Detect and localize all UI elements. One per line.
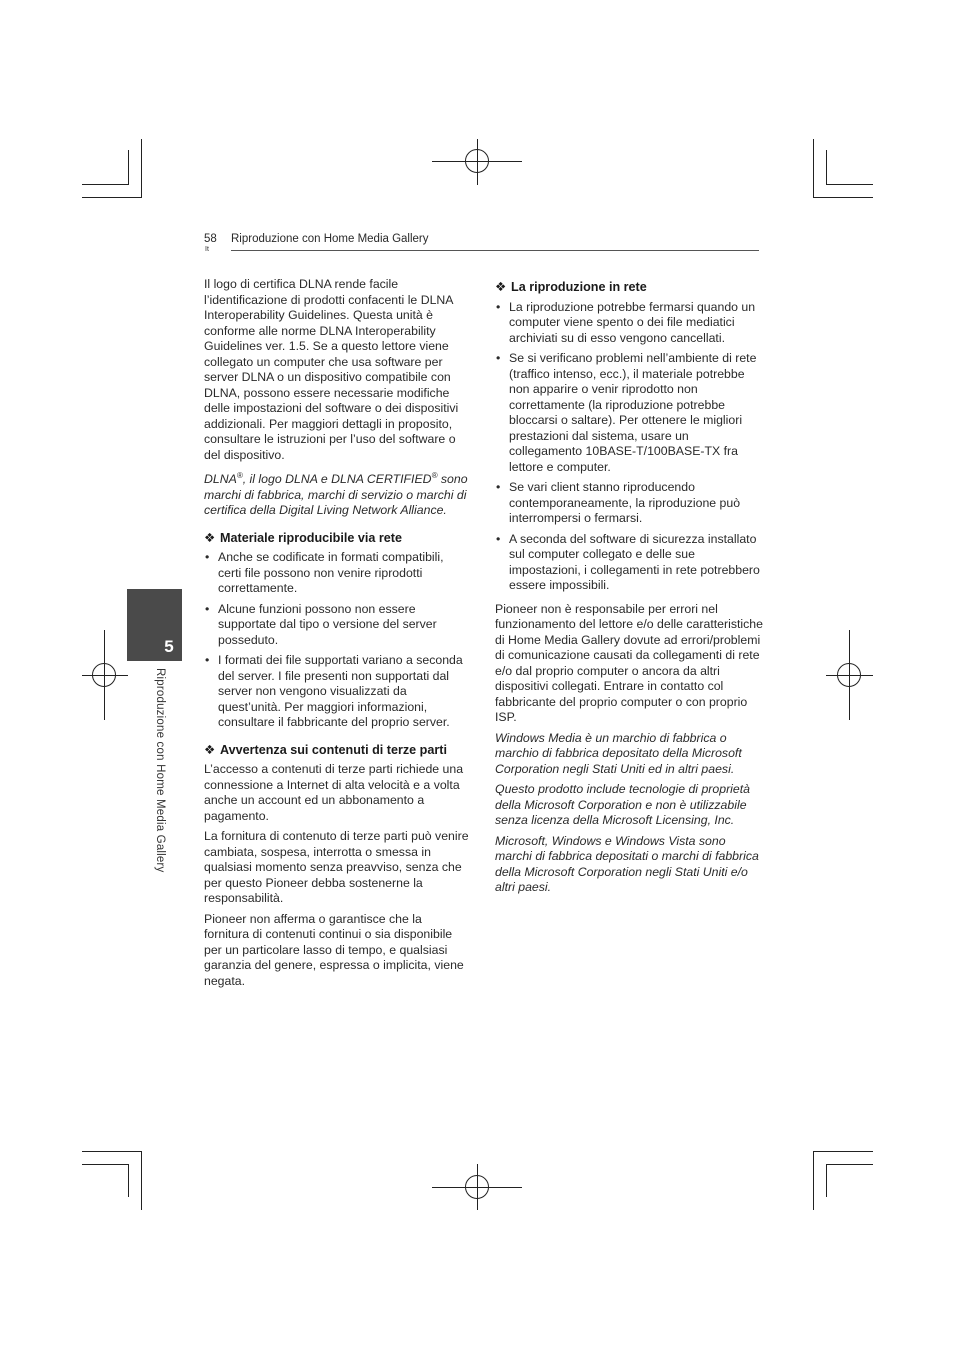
chapter-side-label: Riproduzione con Home Media Gallery [154,668,166,873]
paragraph: Pioneer non afferma o garantisce che la fornitura di contenuti continui o sia disponibile per un particolare lasso di tempo, e qualsiasi garanzia del genere, espressa o implicita, viene negata. [204,911,464,988]
trademark-note: Questo prodotto include tecnologie di proprietà della Microsoft Corporation e non è utilizzabile senza licenza della Microsoft Licensing, Inc. [495,782,750,827]
list-item: • A seconda del software di sicurezza installato sul computer collegato e delle sue impostazioni, i collegamenti in rete potrebbero essere impossibili. [495,532,763,594]
trademark-note: Microsoft, Windows e Windows Vista sono marchi di fabbrica depositati o marchi di fabbrica della Microsoft Corporation negli Stati Uniti e/o altri paesi. [495,833,759,894]
chapter-number: 5 [164,637,174,656]
diamond-bullet-icon: ❖ [204,530,216,545]
page-number: 58 [204,233,217,245]
left-column [204,277,470,994]
riproduzione-rete-list [495,300,763,594]
list-item: • Anche se codificate in formati compatibili, certi file possono non venire riprodotti correttamente. [204,550,470,597]
dlna-intro: Il logo di certifica DLNA rende facile l’identificazione di prodotti confacenti le DLNA Interoperability Guidelines. Questa unità è conforme alle norme DLNA Interoperability Guidelines ver. 1.5. Se a questo lettore viene collegato un computer che usa software per server DLNA o un dispositivo compatibile con DLNA, possono essere necessarie modifiche delle impostazioni del software o dei dispositivi addizionali. Per maggiori dettagli in proposito, consultare le istruzioni per l’uso del software o del dispositivo. [204,277,459,462]
list-item: • Se vari client stanno riproducendo contemporaneamente, la riproduzione può interrompersi o fermarsi. [495,480,763,527]
list-item: • Se si verificano problemi nell’ambiente di rete (traffico intenso, ecc.), il materiale potrebbe non apparire o venir riprodotto non correttamente (la riproduzione potrebbe bloccarsi o saltare). Per ottenere le migliori prestazioni dal sistema, usare un collegamento 10BASE-T/100BASE-TX fra lettore e computer. [495,351,763,475]
diamond-bullet-icon: ❖ [495,280,507,294]
header-rule [231,250,759,251]
pioneer-disclaimer: Pioneer non è responsabile per errori nel funzionamento del lettore e/o delle caratteristiche di Home Media Gallery dovute ad errori/problemi di comunicazione causati da collegamenti di rete e/o dal proprio computer o ancora da altri dispositivi collegati. Entrare in contatto col fabbricante del proprio computer o con proprio ISP. [495,601,763,724]
section-title-riproduzione-rete: ❖ La riproduzione in rete [495,280,647,294]
paragraph: L’accesso a contenuti di terze parti richiede una connessione a Internet di alta velocità e a volta anche un account ed un abbonamento a pagamento. [204,762,464,823]
list-item: • I formati dei file supportati variano a seconda del server. I file presenti non supportati dal server non vengono visualizzati da quest’unità. Per maggiori informazioni, consultare il fabbricante del proprio server. [204,653,470,731]
materiale-list [204,550,470,731]
list-item: • La riproduzione potrebbe fermarsi quando un computer viene spento o dei file mediatici archiviati su di esso vengono cancellati. [495,300,763,347]
list-item: • Alcune funzioni possono non essere supportate dal tipo o versione del server posseduto. [204,602,470,649]
running-header-title: Riproduzione con Home Media Gallery [231,233,429,245]
diamond-bullet-icon: ❖ [204,742,216,757]
right-column [495,268,763,901]
trademark-note: Windows Media è un marchio di fabbrica o marchio di fabbrica depositato della Microsoft Corporation negli Stati Uniti ed in altri paesi. [495,730,742,776]
dlna-trademark-note: DLNA®, il logo DLNA e DLNA CERTIFIED® sono marchi di fabbrica, marchi di servizio o marchi di certifica della Digital Living Network Alliance. [204,471,468,518]
paragraph: La fornitura di contenuto di terze parti può venire cambiata, sospesa, interrotta o smessa in qualsiasi momento senza preavviso, senza che per questo Pioneer debba sostenerne la responsabilità. [204,829,469,906]
section-title-materiale: ❖ Materiale riproducibile via rete [204,530,402,545]
section-title-avvertenza: ❖ Avvertenza sui contenuti di terze parti [204,742,447,757]
language-code: It [205,246,209,253]
